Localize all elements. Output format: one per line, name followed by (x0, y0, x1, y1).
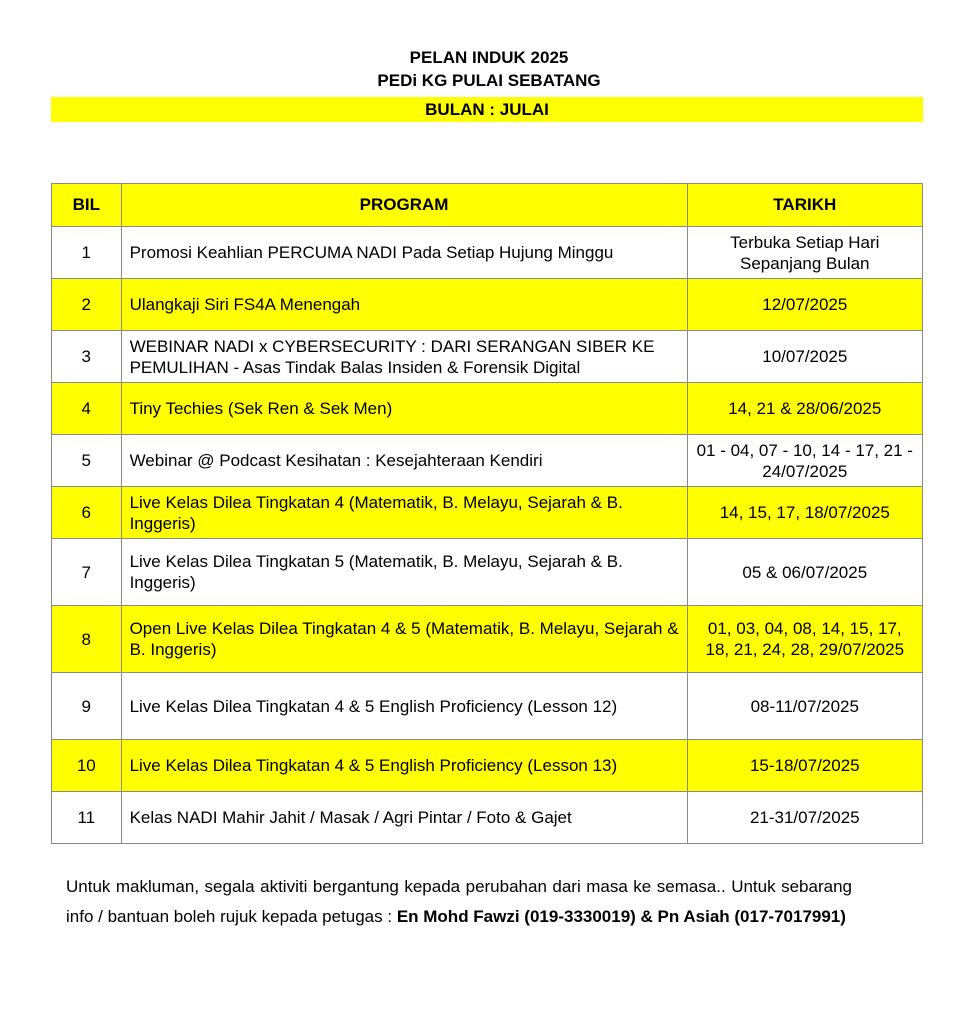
row-program-cell: Live Kelas Dilea Tingkatan 4 (Matematik, B. Melayu, Sejarah & B. Inggeris) (121, 487, 687, 539)
table-row (52, 792, 923, 844)
table-row (52, 331, 923, 383)
row-bil-cell: 5 (52, 435, 122, 487)
row-tarikh-cell: 12/07/2025 (687, 279, 922, 331)
row-bil-cell: 8 (52, 606, 122, 673)
column-header-bil: BIL (52, 184, 122, 227)
row-bil-cell: 9 (52, 673, 122, 740)
row-program-cell: Kelas NADI Mahir Jahit / Masak / Agri Pintar / Foto & Gajet (121, 792, 687, 844)
row-program-cell: Promosi Keahlian PERCUMA NADI Pada Setiap Hujung Minggu (121, 227, 687, 279)
footnote (66, 872, 852, 932)
table-row (52, 673, 923, 740)
row-program-cell: Ulangkaji Siri FS4A Menengah (121, 279, 687, 331)
row-bil-cell: 6 (52, 487, 122, 539)
footnote-contacts: En Mohd Fawzi (019-3330019) & Pn Asiah (017-7017991) (396, 907, 846, 926)
row-tarikh-cell: Terbuka Setiap Hari Sepanjang Bulan (687, 227, 922, 279)
row-program-cell: Tiny Techies (Sek Ren & Sek Men) (121, 383, 687, 435)
row-tarikh-cell: 14, 21 & 28/06/2025 (687, 383, 922, 435)
table-row (52, 539, 923, 606)
table-header-row (52, 184, 923, 227)
table-row (52, 740, 923, 792)
document-title-block (0, 46, 978, 92)
row-tarikh-cell: 08-11/07/2025 (687, 673, 922, 740)
row-bil-cell: 11 (52, 792, 122, 844)
row-tarikh-cell: 10/07/2025 (687, 331, 922, 383)
month-banner: BULAN : JULAI (51, 97, 923, 122)
row-bil-cell: 2 (52, 279, 122, 331)
row-bil-cell: 3 (52, 331, 122, 383)
table-row (52, 487, 923, 539)
row-tarikh-cell: 14, 15, 17, 18/07/2025 (687, 487, 922, 539)
column-header-tarikh: TARIKH (687, 184, 922, 227)
table-row (52, 606, 923, 673)
program-table (51, 183, 923, 844)
row-program-cell: Live Kelas Dilea Tingkatan 4 & 5 English Proficiency (Lesson 13) (121, 740, 687, 792)
row-program-cell: Live Kelas Dilea Tingkatan 5 (Matematik, B. Melayu, Sejarah & B. Inggeris) (121, 539, 687, 606)
row-tarikh-cell: 05 & 06/07/2025 (687, 539, 922, 606)
row-bil-cell: 1 (52, 227, 122, 279)
table-row (52, 435, 923, 487)
table-row (52, 279, 923, 331)
row-program-cell: Open Live Kelas Dilea Tingkatan 4 & 5 (Matematik, B. Melayu, Sejarah & B. Inggeris) (121, 606, 687, 673)
row-bil-cell: 4 (52, 383, 122, 435)
table-row (52, 383, 923, 435)
document-subtitle: PEDi KG PULAI SEBATANG (377, 71, 601, 90)
row-tarikh-cell: 15-18/07/2025 (687, 740, 922, 792)
row-tarikh-cell: 21-31/07/2025 (687, 792, 922, 844)
table-row (52, 227, 923, 279)
row-program-cell: Webinar @ Podcast Kesihatan : Kesejahteraan Kendiri (121, 435, 687, 487)
row-tarikh-cell: 01, 03, 04, 08, 14, 15, 17, 18, 21, 24, 28, 29/07/2025 (687, 606, 922, 673)
footnote-text: Untuk makluman, segala aktiviti bergantung kepada perubahan dari masa ke semasa.. Untuk sebarang info / bantuan boleh rujuk kepada petugas : (66, 877, 852, 926)
column-header-program: PROGRAM (121, 184, 687, 227)
row-program-cell: WEBINAR NADI x CYBERSECURITY : DARI SERANGAN SIBER KE PEMULIHAN - Asas Tindak Balas Insiden & Forensik Digital (121, 331, 687, 383)
row-tarikh-cell: 01 - 04, 07 - 10, 14 - 17, 21 - 24/07/2025 (687, 435, 922, 487)
document-title: PELAN INDUK 2025 (409, 48, 569, 67)
row-bil-cell: 10 (52, 740, 122, 792)
row-bil-cell: 7 (52, 539, 122, 606)
row-program-cell: Live Kelas Dilea Tingkatan 4 & 5 English Proficiency (Lesson 12) (121, 673, 687, 740)
